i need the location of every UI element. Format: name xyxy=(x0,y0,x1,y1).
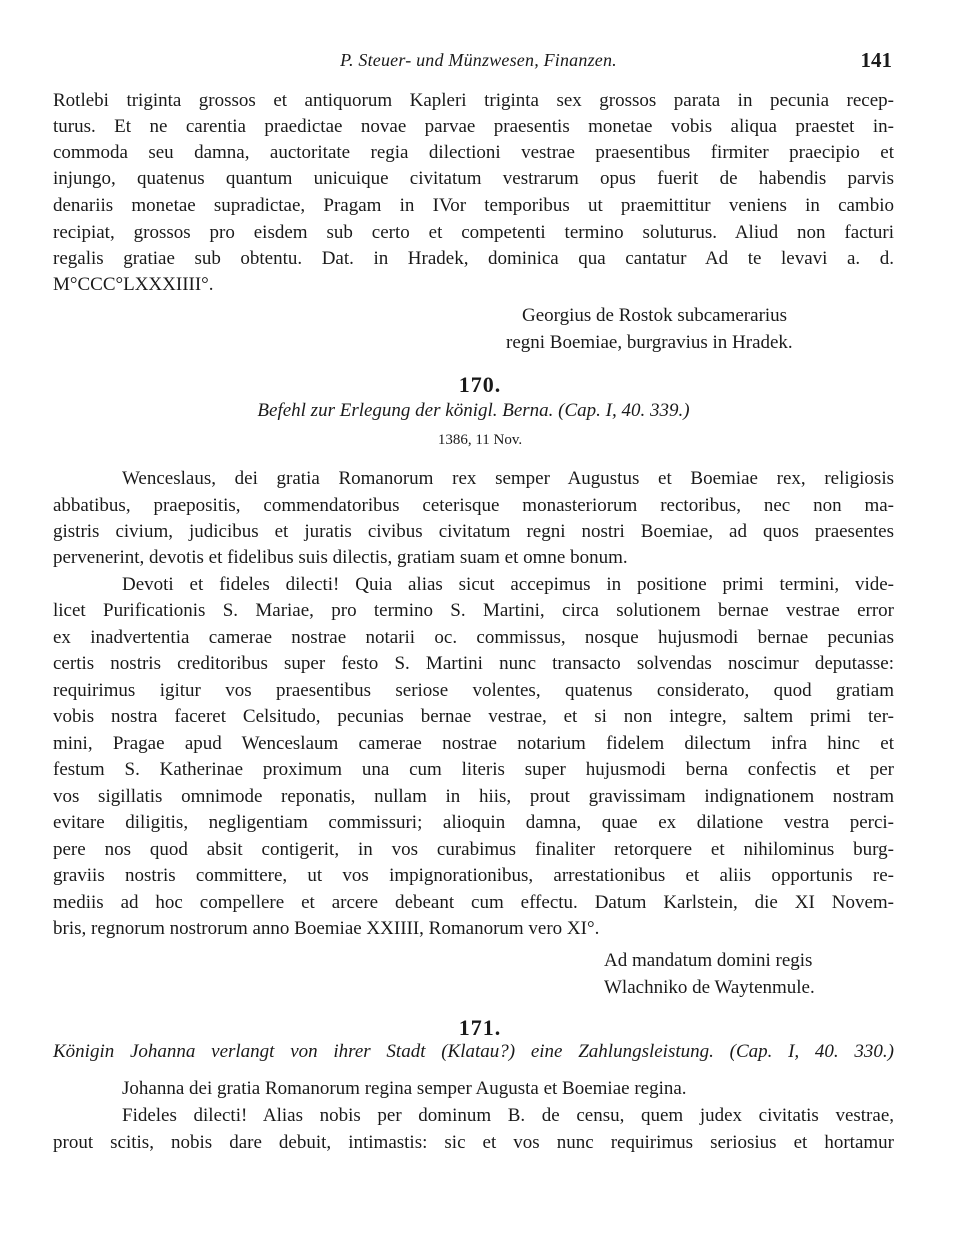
body-line: graviis nostris committere, ut vos impignorationibus, arrestationibus et aliis opportunis re- xyxy=(53,865,894,886)
continuation-line: commoda seu damna, auctoritate regia dilectioni vestrae praesentibus firmiter praecipio et xyxy=(53,142,894,163)
continuation-line: M°CCC°LXXXIIII°. xyxy=(53,274,214,295)
page-number: 141 xyxy=(860,48,892,72)
body-line: mediis ad hoc compellere et arcere debeant cum effectu. Datum Karlstein, die XI Novem- xyxy=(53,892,894,913)
body-line: mini, Pragae apud Wenceslaum camerae nostrae notarium fidelem dilectum infra hinc et xyxy=(53,733,894,754)
body-line: Johanna dei gratia Romanorum regina semper Augusta et Boemiae regina. xyxy=(122,1078,687,1099)
body-line: pervenerint, devotis et fidelibus suis dilectis, gratiam suam et omne bonum. xyxy=(53,547,628,568)
body-line: licet Purificationis S. Mariae, pro termino S. Martini, circa solutionem bernae vestrae error xyxy=(53,600,894,621)
running-title: P. Steuer- und Münzwesen, Finanzen. xyxy=(340,50,617,70)
body-line: prout scitis, nobis dare debuit, intimastis: sic et vos nunc requirimus seriosius et hortamur xyxy=(53,1132,894,1153)
document-title: Befehl zur Erlegung der königl. Berna. (Cap. I, 40. 339.) xyxy=(257,400,690,421)
body-line: Fideles dilecti! Alias nobis per dominum B. de censu, quem judex civitatis vestrae, xyxy=(122,1105,894,1126)
continuation-line: denariis monetae supradictae, Pragam in IVor temporibus ut praemittitur veniens in cambio xyxy=(53,195,894,216)
signature-line: Georgius de Rostok subcamerarius xyxy=(522,305,788,326)
running-head xyxy=(53,50,894,76)
continuation-line: recipiat, grossos pro eisdem sub certo et competenti termino soluturus. Aliud non facturi xyxy=(53,222,894,243)
body-line: pere nos quod absit contigerit, in vos curabimus finaliter retorquere et nihilominus burg- xyxy=(53,839,894,860)
document-title: Königin Johanna verlangt von ihrer Stadt (Klatau?) eine Zahlungsleistung. (Cap. I, 40. 330.) xyxy=(53,1041,894,1062)
body-line: evitare diligitis, negligentiam commissuri; alioquin damna, quae ex dilatione vestra perci- xyxy=(53,812,894,833)
signature-line: Wlachniko de Waytenmule. xyxy=(604,977,815,998)
body-line: Devoti et fideles dilecti! Quia alias sicut accepimus in positione primi termini, vide- xyxy=(122,574,894,595)
body-line: gistris civium, judicibus et juratis civibus civitatum regni nostri Boemiae, ad quos praesentes xyxy=(53,521,894,542)
body-line: certis nostris creditoribus super festo S. Martini nunc transacto solvendas noscimur deputasse: xyxy=(53,653,894,674)
continuation-line: Rotlebi triginta grossos et antiquorum Kapleri triginta sex grossos parata in pecunia recep- xyxy=(53,90,894,111)
body-line: ex inadvertentia camerae nostrae notarii oc. commissus, nosque hujusmodi bernae pecunias xyxy=(53,627,894,648)
document-date: 1386, 11 Nov. xyxy=(437,432,523,448)
body-line: Wenceslaus, dei gratia Romanorum rex semper Augustus et Boemiae rex, religiosis xyxy=(122,468,894,489)
document-number: 171. xyxy=(458,1015,502,1040)
body-line: festum S. Katherinae proximum una cum literis super hujusmodi berna confectis et per xyxy=(53,759,894,780)
body-line: vobis nostra faceret Celsitudo, pecunias bernae vestrae, et si non integre, saltem primi ter- xyxy=(53,706,894,727)
continuation-line: turus. Et ne carentia praedictae novae parvae praesentis monetae vobis aliqua praestet in- xyxy=(53,116,894,137)
continuation-line: regalis gratiae sub obtentu. Dat. in Hradek, dominica qua cantatur Ad te levavi a. d. xyxy=(53,248,894,269)
body-line: vos sigillatis omnimode reponatis, nullam in hiis, prout gravissimam indignationem nostram xyxy=(53,786,894,807)
signature-line: regni Boemiae, burgravius in Hradek. xyxy=(506,332,793,353)
document-number: 170. xyxy=(458,372,502,397)
signature-line: Ad mandatum domini regis xyxy=(604,950,813,971)
body-line: requirimus igitur vos praesentibus seriose volentes, quatenus considerato, quod gratiam xyxy=(53,680,894,701)
body-line: bris, regnorum nostrorum anno Boemiae XXIIII, Romanorum vero XI°. xyxy=(53,918,600,939)
continuation-line: injungo, quatenus quantum unicuique civitatum vestrarum opus fuerit de habendis parvis xyxy=(53,168,894,189)
body-line: abbatibus, praepositis, commendatoribus ceterisque monasteriorum rectoribus, nec non ma- xyxy=(53,495,894,516)
